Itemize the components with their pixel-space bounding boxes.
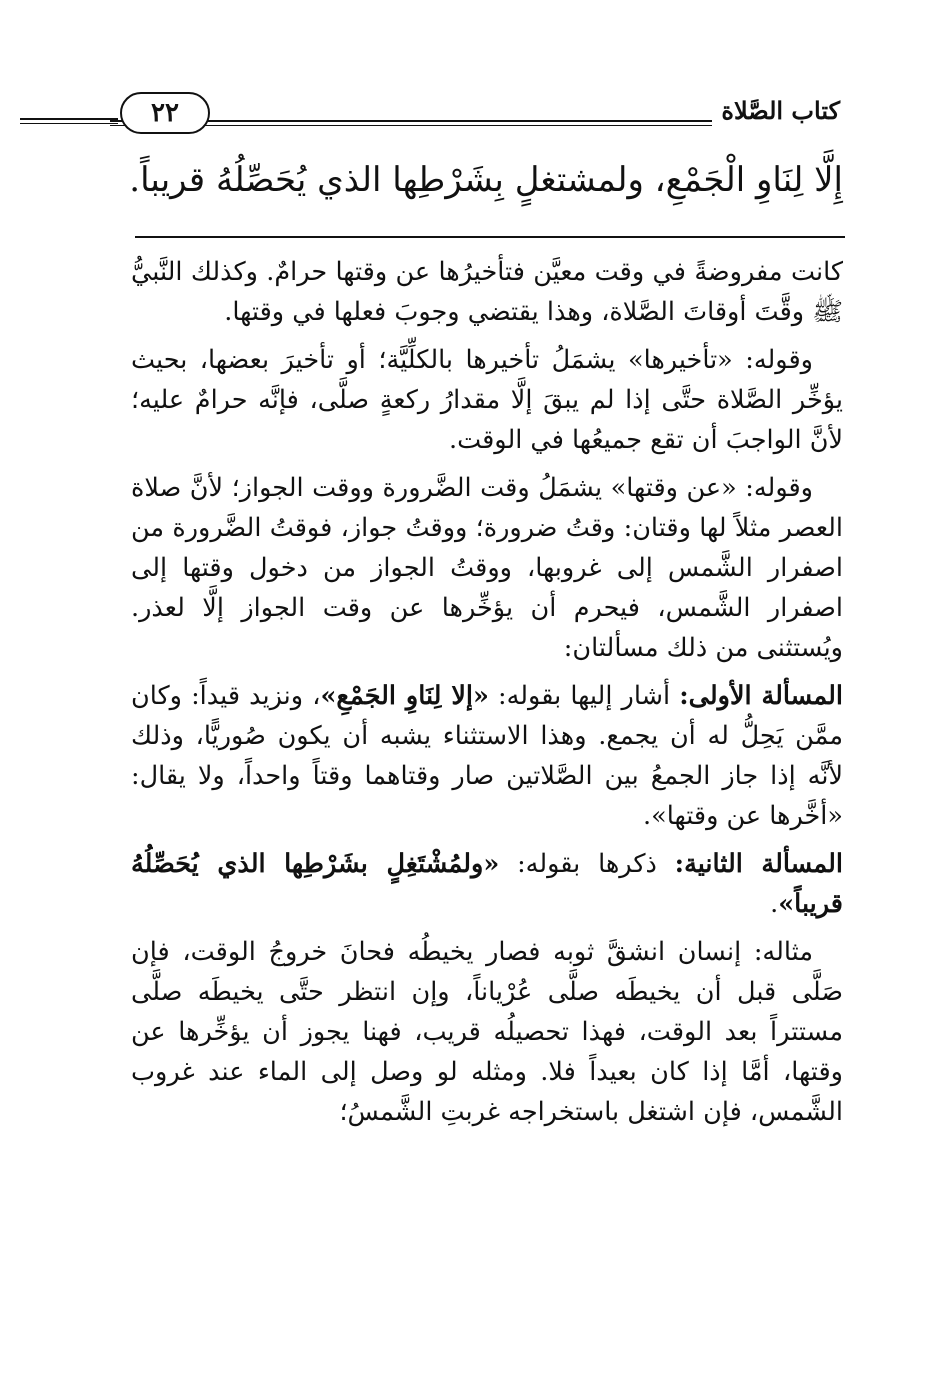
issue-label-first: المسألة الأولى: <box>679 681 844 711</box>
paragraph-4-rest: ، ونزيد قيداً: وكان ممَّن يَحِلُّ له أن يجمع. وهذا الاستثناء يشبه أن يكون صُوريًّا، وذلك لأنَّه إذا جاز الجمعُ بين الصَّلاتين صار وقتاهما وقتاً واحداً، ولا يقال: «أخَّرها عن وقتها». <box>131 681 843 831</box>
paragraph-4 <box>131 676 843 836</box>
paragraph-4-mid: أشار إليها بقوله: <box>488 681 680 711</box>
paragraph-5 <box>131 844 843 924</box>
paragraph-2: وقوله: «تأخيرها» يشمَلُ تأخيرها بالكلِّيَّة؛ أو تأخيرَ بعضها، بحيث يؤخِّر الصَّلاة حتَّى إذا لم يبقَ إلَّا مقدارُ ركعةٍ صلَّى، فإنَّه حرامٌ عليه؛ لأنَّ الواجبَ أن تقع جميعُها في الوقت. <box>131 345 843 455</box>
page-number: ٢٢ <box>120 92 210 134</box>
paragraph-5-rest: . <box>770 889 779 919</box>
paragraph-6: مثاله: إنسان انشقَّ ثوبه فصار يخيطُه فحانَ خروجُ الوقت، فإن صَلَّى قبل أن يخيطَه صلَّى عُرْياناً، وإن انتظر حتَّى يخيطَه صلَّى مستتراً بعد الوقت، فهذا تحصيلُه قريب، فهنا يجوز أن يؤخِّرها عن وقتها، أمَّا إذا كان بعيداً فلا. ومثله لو وصل إلى الماء عند غروب الشَّمس، فإن اشتغل باستخراجه غربتِ الشَّمسُ؛ <box>131 937 843 1127</box>
commentary-body <box>131 252 843 1140</box>
matn-text: إِلَّا لِنَاوِ الْجَمْعِ، ولمشتغلٍ بِشَرْطِها الذي يُحَصِّلُهُ قريباً. <box>129 160 843 200</box>
running-title: كتاب الصَّلاة <box>721 96 840 125</box>
page-header <box>120 92 840 136</box>
paragraph-3: وقوله: «عن وقتها» يشمَلُ وقت الضَّرورة ووقت الجواز؛ لأنَّ صلاة العصر مثلاً لها وقتان: وقتُ ضرورة؛ ووقتُ جواز، فوقتُ الضَّرورة من اصفرار الشَّمس إلى غروبها، ووقتُ الجواز من دخول وقتها إلى اصفرار الشَّمس، فيحرم أن يؤخِّرها عن وقت الجواز إلَّا لعذر. ويُستثنى من ذلك مسألتان: <box>131 473 843 663</box>
header-rule-left-thin <box>20 123 118 124</box>
matn-quote-first: «إلا لِنَاوِ الجَمْعِ» <box>320 681 489 711</box>
issue-label-second: المسألة الثانية: <box>674 849 843 879</box>
paragraph-1: كانت مفروضةً في وقت معيَّن فتأخيرُها عن وقتها حرامٌ. وكذلك النَّبيُّ ﷺ وقَّتَ أوقاتَ الصَّلاة، وهذا يقتضي وجوبَ فعلها في وقتها. <box>131 257 843 327</box>
header-rule-left <box>20 118 118 120</box>
paragraph-5-mid: ذكرها بقوله: <box>499 849 675 879</box>
matn-quote-second: «ولمُشْتَغِلٍ بشَرْطِها الذي يُحَصِّلُهُ قريباً» <box>131 849 843 919</box>
footnote-separator <box>135 236 845 238</box>
